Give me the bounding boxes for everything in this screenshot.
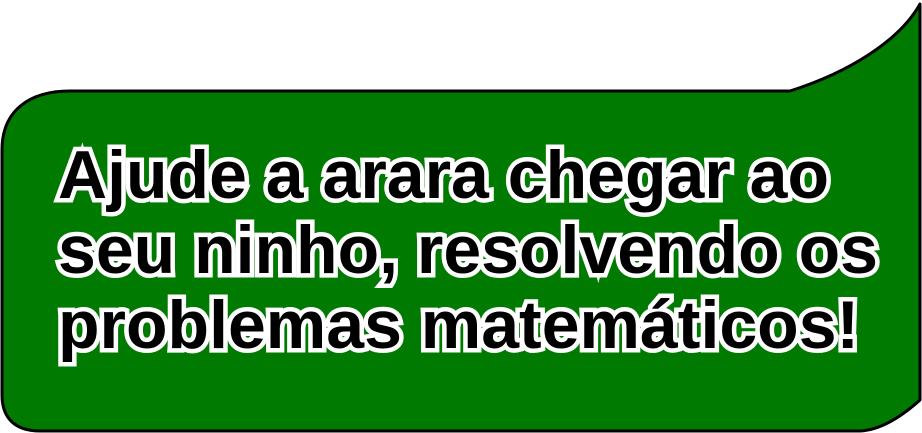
message-line-2: seu ninho, resolvendo os: [58, 212, 878, 288]
message-line-3: problemas matemáticos!: [58, 287, 860, 363]
instruction-message: [40, 138, 890, 363]
message-line-1: Ajude a arara chegar ao: [58, 137, 830, 213]
